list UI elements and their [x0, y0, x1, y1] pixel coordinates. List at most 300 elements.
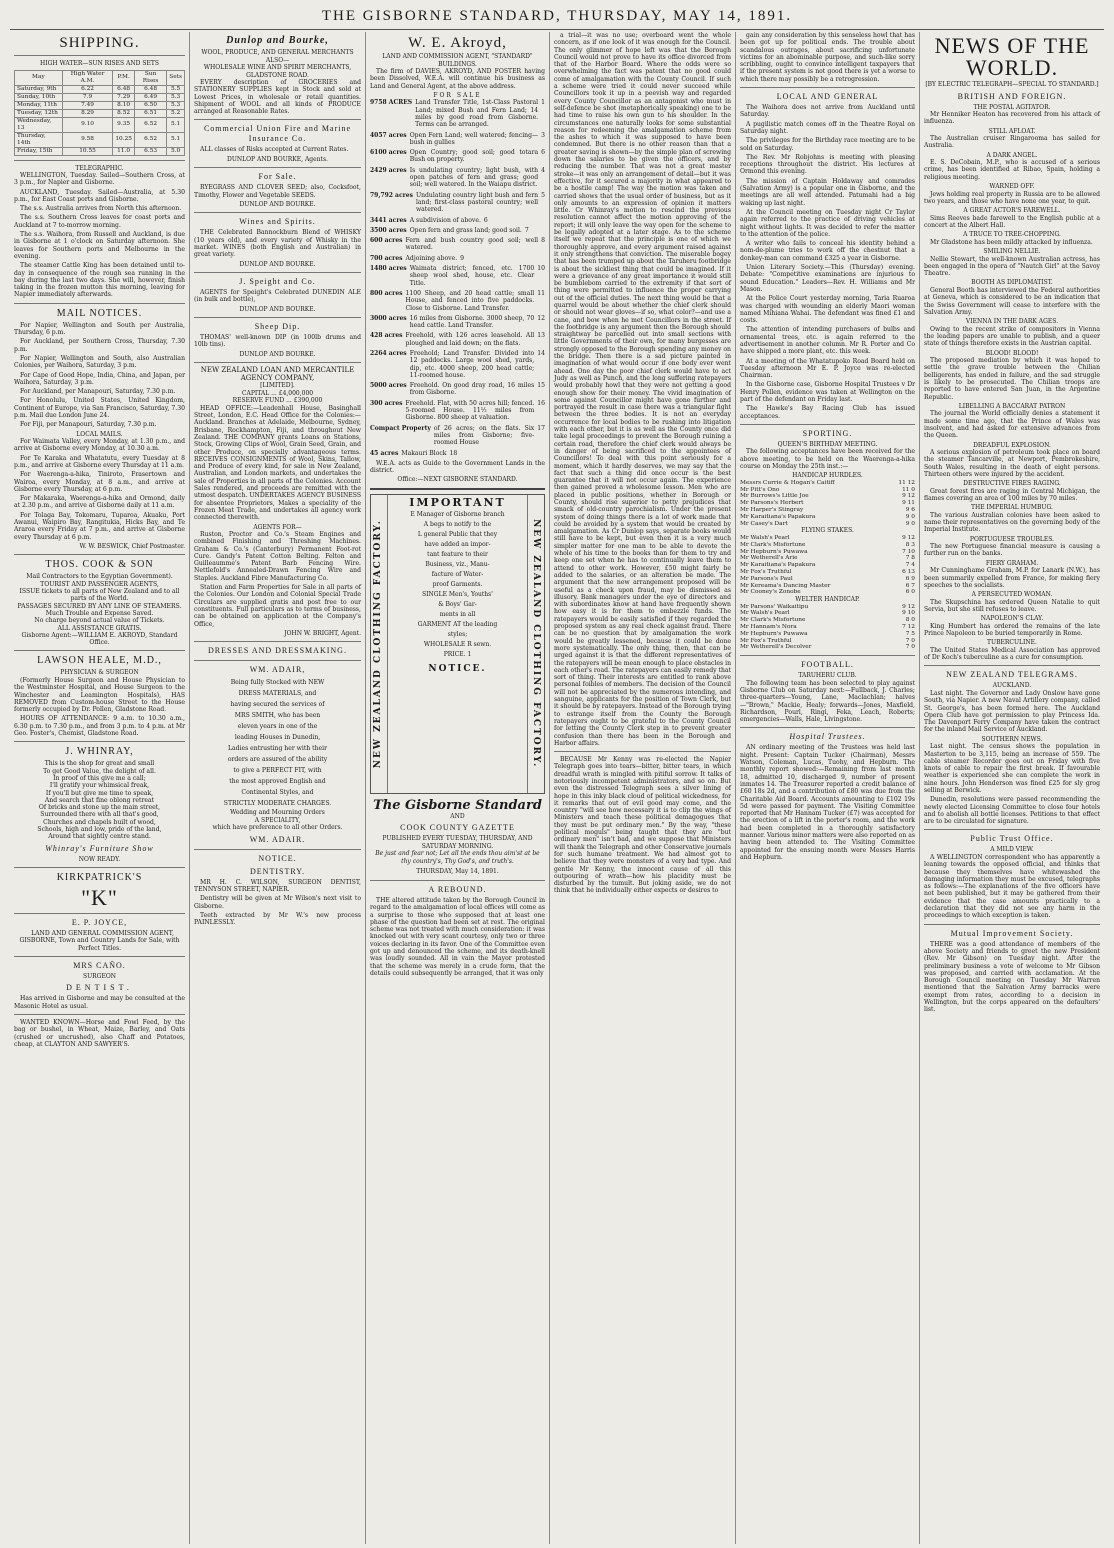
- tide-row: [15, 109, 185, 117]
- important-line: styles;: [447, 630, 468, 638]
- news-body: The various Australian colonies have been asked to name their representatives on the governing body of the Imperial Institute.: [924, 511, 1100, 534]
- adair-line: to give a PERFECT FIT, with: [233, 767, 322, 775]
- important-side-left: NEW ZEALAND CLOTHING FACTORY.: [373, 519, 384, 769]
- wea-note: W.E.A. acts as Guide to the Government Lands in the district.: [370, 459, 545, 475]
- public-trust-body: A WELLINGTON correspondent who has apparently a leaning towards the opposed official, and thinks that because they themselves have whitewashed the damaging information they must be excused, telegraphs as follows:—The explanations of the five officers have not been published, but it may be gathered from their evidence that the case amounts practically to a declaration that they did not see any harm in the proceedings to which exception is taken.: [924, 853, 1100, 920]
- sale-number: 18: [449, 449, 458, 457]
- tide-cell: 8.52: [113, 109, 135, 117]
- british-title: BRITISH AND FOREIGN.: [957, 91, 1067, 101]
- tide-cell: 5.1: [167, 117, 185, 132]
- sale-number: 6: [541, 149, 545, 157]
- local-mail-item: For Waimata Valley, every Monday, at 1.30 p.m., and arrive at Gisborne every Monday, at 10.30 a.m.: [14, 438, 185, 453]
- cook-line: PASSAGES SECURED BY ANY LINE OF STEAMERS.: [17, 602, 182, 610]
- important-ad: [370, 494, 545, 794]
- race-entry: [740, 500, 915, 507]
- column-6: [920, 32, 1104, 1544]
- news-body: Sims Reeves bade farewell to the English public at a concert at the Albert Hall.: [924, 214, 1100, 229]
- office-line: Office:—NEXT GISBORNE STANDARD.: [397, 476, 518, 484]
- sale-text: Open Fern Land; well watered; fencing—bush in gullies: [409, 131, 539, 146]
- race-weight: 7 0: [905, 637, 915, 644]
- wines-body: THE Celebrated Bannockburn Blend of WHISKY (10 years old), and every variety of Whisky in the market. WINES (both English and Australian) in great variety.: [194, 229, 361, 259]
- tide-row: [15, 117, 185, 132]
- tide-row: [15, 85, 185, 93]
- local-general-item: At the Police Court yesterday morning, Taria Ruaroa was charged with wounding an elderly Maori woman named Mihiana Wahai. The defendant was fined £1 and costs.: [740, 295, 915, 325]
- sale-item: [370, 255, 545, 262]
- news-body: The Australian cruiser Ringarooma has sailed for Australia.: [924, 135, 1100, 150]
- dentistry-title: DENTISTRY.: [250, 866, 305, 876]
- tide-cell: 9.10: [62, 117, 113, 132]
- nzloan-body: HEAD OFFICE:—Leadenhall House, Basinghall Street, London, E.C. Head Office for the Colonies:—Auckland. Branches at Adelaide, Melbourne, Sydney, Brisbane, Rockhampton, Fiji, and throughout New Zealand. THE COMPANY grants Loans on Stations, Stock, Growing Clips of Wool, Grain Seed, Grain, and other Produce, on specially advantageous terms. RECEIVES CONSIGNMENTS of Wool, Skins, Tallow, and Produce of every kind, for sale in New Zealand, Australian, and London markets, and undertakes the sale of Properties in all parts of the Colonies. Account Sales rendered, and proceeds are remitted with the utmost despatch. UNDERTAKES AGENCY BUSINESS for absentee Proprietors, Makes a speciality of the Frozen Meat Trade, and undertakes all agency work connected therewith.: [194, 404, 361, 522]
- tide-row: [15, 147, 185, 155]
- tide-cell: Thursday, 14th: [15, 132, 63, 147]
- race-weight: 9 0: [905, 520, 915, 527]
- flying-title: FLYING STAKES.: [801, 527, 854, 535]
- news-heading: PORTUGUESE TROUBLES.: [969, 535, 1055, 543]
- tide-cell: Sunday, 10th: [15, 93, 63, 101]
- sale-text: Freehold, with 126 acres leasehold. All ploughed and laid down; on the flats.: [405, 332, 535, 347]
- flying-list: [740, 535, 915, 596]
- dunlop-signature: DUNLOP AND BOURKE.: [239, 260, 316, 268]
- local-general-item: The privileges for the Birthday race meeting are to be sold on Saturday.: [740, 137, 915, 152]
- whinray-line: This is the shop for great and small: [44, 760, 155, 768]
- sale-number: 17: [537, 424, 545, 432]
- dunlop-title: Dunlop and Bourke,: [226, 35, 329, 46]
- race-entry: [740, 569, 915, 576]
- news-heading: STILL AFLOAT.: [988, 127, 1036, 135]
- paper-sub: COOK COUNTY GAZETTE: [400, 823, 515, 833]
- sale-text: Waimata district; fenced, etc. 1700 sheep wool shed, house, etc. Clear Title.: [409, 265, 535, 287]
- dunedin-body: Dunedin, resolutions were passed recommending the newly elected Licensing Committee to close four hotels and to abolish all bottle licenses. Petitions to that effect are to be circulated for signature.: [924, 796, 1100, 826]
- race-horse: Mr Clark's Misfortune: [740, 541, 806, 548]
- local-mail-item: For Makaraka, Waerenga-a-hika and Ormond, daily at 2.30 p.m., and arrive at Gisborne daily at 11 a.m.: [14, 495, 185, 510]
- wilson-body: MR H. C. WILSON, SURGEON DENTIST, TENNYSON STREET, NAPIER.: [194, 878, 361, 894]
- dunlop-address: GLADSTONE ROAD.: [246, 71, 309, 79]
- tide-cell: Tuesday, 12th: [15, 109, 63, 117]
- sale-text: Open fern and grass land; good soil.: [409, 226, 522, 234]
- race-entry: [740, 480, 915, 487]
- race-horse: Mr Casey's Dart: [740, 520, 788, 527]
- whinray-line: I'll gratify your whimsical freak,: [49, 782, 150, 790]
- local-mails-title: LOCAL MAILS.: [76, 430, 123, 438]
- tide-cell: 6.22: [62, 85, 113, 93]
- race-weight: 7 5: [905, 630, 915, 637]
- news-items: [924, 104, 1100, 662]
- paper-title: The Gisborne Standard: [373, 797, 542, 813]
- agents-title: AGENTS FOR—: [253, 523, 302, 531]
- race-weight: 8 0: [905, 617, 915, 624]
- local-general-list: [740, 104, 915, 420]
- race-entry: [740, 644, 915, 651]
- important-line: PRICE. 1: [443, 650, 472, 658]
- race-horse: Mr Parsons's Herbert: [740, 500, 804, 507]
- whinray-line: In proof of this give me a call;: [53, 774, 146, 782]
- news-body: The proposed mediation by which it was hoped to settle the grave trouble between the Chilian belligerents, has ended in failure, and the sad struggle is likely to be prosecuted. The Chilian troops are reported to have entered San Juan, in the Argentine Republic.: [924, 357, 1100, 401]
- shipping-title: SHIPPING.: [59, 35, 140, 51]
- tide-table: [14, 70, 185, 156]
- tide-cell: 11.0: [113, 147, 135, 155]
- race-entry: [740, 589, 915, 596]
- tide-cell: 6.49: [134, 93, 166, 101]
- news-heading: A PERSECUTED WOMAN.: [971, 591, 1053, 599]
- adair-line: Continental Styles, and: [241, 789, 314, 797]
- tide-cell: 10.55: [62, 147, 113, 155]
- tide-header: Sets: [167, 70, 185, 85]
- sale-text: Is undulating country; light bush, with open patches of fern and grass; good soil; well watered. In the Waiapu district.: [409, 166, 539, 189]
- sale-number: 10: [537, 265, 545, 273]
- wines-title: Wines and Spirits.: [239, 217, 316, 227]
- wanted-ad: WANTED KNOWN—Horse and Fowl Feed, by the bag or bushel, in Wheat, Maize, Barley, and Oats (crushed or uncrushed), also Chaff and Potatoes, cheap, at CLAYTON AND SAWYER'S.: [14, 1019, 185, 1048]
- sale-text: 1100 Sheep, and 20 head cattle; small House, and fenced into five paddocks. Close to Gisborne. Land Transfer.: [405, 289, 535, 312]
- tide-cell: 5.3: [167, 101, 185, 109]
- cook-line: Much Trouble and Expense Saved.: [45, 609, 154, 617]
- race-entry: [740, 521, 915, 528]
- sale-text: Freehold. On good dray road, 16 miles from Gisborne.: [409, 382, 535, 397]
- rebound-title: A REBOUND.: [428, 884, 487, 894]
- race-horse: Mr Clark's Misfortune: [740, 617, 806, 624]
- local-mails-list: [14, 438, 185, 541]
- cook-line: ISSUE tickets to all parts of New Zealand and to all parts of the World.: [19, 588, 180, 603]
- speight-title: J. Speight and Co.: [239, 277, 316, 287]
- sale-item: [370, 167, 545, 189]
- sale-acres: 45 acres: [370, 449, 399, 457]
- welter-title: WELTER HANDICAP.: [795, 596, 860, 604]
- tide-row: [15, 93, 185, 101]
- heale-title: LAWSON HEALE, M.D.,: [37, 655, 162, 667]
- sheep-body: THOMAS' well-known DIP (in 100lb drums and 10lb tins).: [194, 334, 361, 349]
- race-entry: [740, 631, 915, 638]
- tide-rows: [15, 85, 185, 155]
- sale-number: 9: [460, 254, 465, 262]
- columns: [10, 32, 1104, 1544]
- tide-title: HIGH WATER—SUN RISES AND SETS: [40, 60, 159, 67]
- sale-text: Open Country; good soil; good totara Bush on property.: [409, 149, 539, 164]
- local-mail-item: For Te Karaka and Whatatutu, every Tuesday at 8 p.m., and arrive at Gisborne every Thursday at 11 a.m.: [14, 454, 185, 469]
- sale-acres: 2429 acres: [370, 166, 407, 174]
- adair-line: having secured the services of: [230, 701, 325, 709]
- sale-acres: 79,792 acres: [370, 191, 413, 199]
- tide-cell: 6.51: [134, 109, 166, 117]
- news-heading: WARNED OFF.: [989, 183, 1035, 191]
- race-weight: 11 0: [902, 486, 915, 493]
- tide-cell: 8.10: [113, 101, 135, 109]
- news-heading: DREADFUL EXPLOSION.: [973, 441, 1051, 449]
- sale-acres: 3441 acres: [370, 216, 407, 224]
- wilson-visit: Dentistry will be given at Mr Wilson's next visit to Gisborne.: [194, 895, 361, 910]
- tide-cell: 7.9: [62, 93, 113, 101]
- cano-dentist: DENTIST.: [66, 983, 133, 993]
- race-horse: Mr Parsons' Waikaitipu: [740, 603, 809, 610]
- news-body: Mr Henniker Heaton has recovered from his attack of influenza.: [924, 111, 1100, 126]
- race-horse: Mr Hepburn's Puwawa: [740, 630, 808, 637]
- news-body: Great forest fires are raging in Central Michigan, the flames covering an area of 100 miles by 70 miles.: [924, 487, 1100, 502]
- race-weight: 6 7: [905, 582, 915, 589]
- news-heading: DESTRUCTIVE FIRES RAGING.: [963, 480, 1061, 488]
- heale-hours: HOURS OF ATTENDANCE: 9 a.m. to 10.30 a.m., 6.30 p.m. to 7.30 p.m., and from 3 p.m. to 4 p.m. at Mr Geo. Foster's, Chemist, Gladstone Road.: [14, 715, 185, 738]
- news-body: Owing to the recent strike of compositors in Vienna the leading papers are unable to publish, and a queer state of things therefore exists in the Austrian capital.: [924, 325, 1100, 348]
- sale-acres: Compact Property: [370, 424, 431, 432]
- sale-item: [370, 227, 545, 234]
- handicap-title: HANDICAP HURDLES.: [792, 472, 863, 480]
- joyce-title: E. P. JOYCE,: [71, 918, 128, 928]
- tide-cell: Friday, 15th: [15, 147, 63, 155]
- race-weight: 7 10: [902, 548, 915, 555]
- race-weight: 9 10: [902, 610, 915, 617]
- tide-cell: 5.5: [167, 85, 185, 93]
- sale-item: [370, 265, 545, 287]
- hurdles-list: [740, 480, 915, 528]
- news-body: Jews holding real property in Russia are to be allowed two years, and those who have none one year, to quit.: [924, 190, 1100, 205]
- sale-item: [370, 315, 545, 330]
- adair-line: MRS SMITH, who has been: [234, 712, 321, 720]
- heale-subtitle: PHYSICIAN & SURGEON: [60, 669, 139, 677]
- sale-text: Undulating country light bush and fern land; first-class pastoral country; well watered.: [415, 191, 539, 214]
- cook-line: No charge beyond actual value of Tickets.: [34, 617, 165, 625]
- local-general-item: A pugilistic match comes off in the Theatre Royal on Saturday night.: [740, 120, 915, 135]
- forsale-title: FOR SALE: [433, 91, 482, 99]
- race-weight: 9 6: [905, 507, 915, 514]
- nzloan-capital: CAPITAL ... £4,000,000: [241, 389, 314, 397]
- news-heading: NAPOLEON'S CLAY.: [980, 615, 1044, 623]
- news-heading: THE POSTAL AGITATOR.: [973, 103, 1051, 111]
- sale-number: 13: [537, 332, 545, 340]
- news-heading: BLOOD! BLOOD!: [985, 349, 1039, 357]
- tide-cell: Wednesday, 13: [15, 117, 63, 132]
- column-1: [10, 32, 190, 1544]
- important-title: IMPORTANT: [409, 495, 506, 509]
- sale-acres: 600 acres: [370, 237, 403, 245]
- forsale-title: For Sale.: [258, 172, 297, 182]
- race-horse: Mr Harper's Stingray: [740, 507, 804, 514]
- sale-item: [370, 450, 545, 457]
- dresses-title: DRESSES AND DRESSMAKING.: [208, 646, 347, 656]
- news-heading: BOOTH AS DIPLOMATIST.: [971, 279, 1053, 287]
- race-horse: Messrs Currie & Hogan's Caitiff: [740, 479, 835, 486]
- sale-item: [370, 237, 545, 252]
- sale-number: 4: [541, 166, 545, 174]
- local-general-title: LOCAL AND GENERAL: [776, 92, 879, 102]
- notice-title: NOTICE.: [258, 853, 297, 863]
- whinray-verse: [14, 760, 185, 840]
- telegraphic-item: The steamer Cattle King has been detained until to-day in consequence of the rough sea running in the bay during the last two days. She will, however, finish taking in the frozen mutton this morning, leaving for Napier immediately afterwards.: [14, 262, 185, 299]
- taruheru-body: The following team has been selected to play against Gisborne Club on Saturday next:—Fullback, J. Charles; three-quarters—Young, Lane, Maclachlan; halves—"Brown," Mackie, Healy; forwards—Jones, Maxfield, Richardson, Pourl, Ringi, Feka, Leach, Roberts; emergencies—Walls, Hale, Livingstone.: [740, 679, 915, 724]
- news-title: NEWS OF THE WORLD.: [934, 33, 1090, 80]
- southern-title: SOUTHERN NEWS.: [981, 735, 1043, 743]
- mail-item: For Honolulu, United States, United Kingdom, Continent of Europe, via San Francisco, Saturday, 7.30 p.m. Mail due London June 24.: [14, 397, 185, 420]
- public-trust-sub: A MILD VIEW.: [990, 846, 1034, 854]
- race-weight: 6 13: [902, 568, 915, 575]
- news-body: Mr Cunninghame Graham, M.P. for Lanark (N.W.), has been summarily expelled from France, for making fiery speeches to the socialists.: [924, 567, 1100, 589]
- dunlop-also: ALSO—: [265, 56, 290, 64]
- news-body: Mr Gladstone has been mildly attacked by influenza.: [930, 238, 1093, 246]
- wedding-line: Wedding and Mourning Orders: [230, 809, 325, 817]
- race-horse: Mr Fox's Truthful: [740, 637, 792, 644]
- commercial-title: Commercial Union Fire and Marine Insurance Co.: [203, 124, 352, 144]
- mail-list: [14, 322, 185, 429]
- race-entry: [740, 487, 915, 494]
- local-general-item: The attention of intending purchasers of bulbs and ornamental trees, etc. is again referred to the advertisement in another column. Mr R. Porter and Co have shipped a more plant, etc. this week.: [740, 326, 915, 356]
- local-general-item: The mission of Captain Holdaway and comrades (Salvation Army) is a popular one in Gisborne, and the meetings are all well attended. Patumahi had a big waking up last night.: [740, 177, 915, 207]
- news-body: The new Portuguese financial measure is causing a further run on the banks.: [924, 543, 1100, 558]
- column-2: [190, 32, 366, 1544]
- sale-text: A subdivision of above.: [409, 216, 481, 224]
- important-line: ments in all: [439, 610, 476, 618]
- tide-header: Sun Rises: [134, 70, 166, 85]
- news-heading: A TRUCE TO TREE-CHOPPING.: [963, 231, 1061, 239]
- dunlop-body: EVERY description of GROCERIES and STATIONERY SUPPLIES kept in Stock and sold at Lowest Prices, in wholesale or retail quantities. Shipment of WOOL and all kinds of PRODUCE arranged at Reasonable Rates.: [194, 79, 361, 116]
- tide-header: High Water A.M.: [62, 70, 113, 85]
- news-heading: LIBELLING A BACCARAT PATRON: [958, 402, 1066, 410]
- race-entry: [740, 549, 915, 556]
- race-horse: Mr Cooney's Zonobe: [740, 589, 801, 596]
- race-weight: 7 0: [905, 644, 915, 651]
- local-general-item: The Waihora does not arrive from Auckland until Saturday.: [740, 104, 915, 119]
- sale-text: Freehold; Land Transfer. Divided into 12 paddocks. Large wool shed, yards, dip, etc. 4000 sheep, 200 head cattle; 11-roomed house.: [409, 350, 535, 379]
- paper-motto: Be just and fear not; Let all the ends thou aim'st at be thy country's, Thy God's, and truth's.: [375, 850, 540, 865]
- whinray-line: Around that sightly centre stand.: [48, 833, 151, 841]
- sale-item: [370, 425, 545, 447]
- race-horse: Mr Wetherell's Arie: [740, 555, 798, 562]
- sale-acres: 3000 acres: [370, 314, 407, 322]
- important-line: A begs to notify to the: [423, 520, 492, 528]
- cook-ad: [14, 573, 185, 646]
- race-horse: Mr Hannam's Nora: [740, 623, 797, 630]
- race-entry: [740, 555, 915, 562]
- station-body: Station and Farm Properties for Sale in all parts of the Colonies. Our London and Colonial Special Trade Circulars are supplied gratis and post free to our constituents. Full particulars as to terms of business, can be obtained on application at the Company's Office,: [194, 584, 361, 628]
- southern-body: Last night. The census shows the population in Masterton to be 3,115, being an increase of 559. The cable steamer Recorder goes out on Friday with five knots of cable to repair the first break. If favourable weather is experienced she can complete the work in nine hours. John Henderson was fined £25 for sly grog selling at Berwick.: [924, 743, 1100, 794]
- race-weight: 9 12: [902, 534, 915, 541]
- tide-cell: 6.50: [134, 101, 166, 109]
- commercial-body: ALL classes of Risks accepted at Current Rates.: [200, 146, 349, 154]
- preference-line: which have preference to all other Orders.: [212, 824, 343, 832]
- race-entry: [740, 562, 915, 569]
- race-entry: [740, 514, 915, 521]
- painless-line: Teeth extracted by Mr W.'s new process PAINLESSLY.: [194, 912, 361, 927]
- auckland-title: AUCKLAND.: [992, 682, 1032, 690]
- sale-acres: 1480 acres: [370, 265, 407, 273]
- sale-acres: 2264 acres: [370, 350, 407, 357]
- sale-number: 7: [524, 226, 529, 234]
- local-general-item: In the Gisborne case, Gisborne Hospital Trustees v Dr Henry Pollen, evidence was taken at Wellington on the part of the defendant on Friday last.: [740, 381, 915, 404]
- kirkpatrick-k: "K": [81, 885, 118, 911]
- sale-item: [370, 149, 545, 164]
- telegraphic-item: The s.s. Waihora, from Russell and Auckland, is due in Gisborne at 1 o'clock on Saturday afternoon. She leaves for Southern ports and Melbourne in the evening.: [14, 231, 185, 260]
- sale-number: 8: [541, 237, 545, 245]
- tide-cell: 10.25: [113, 132, 135, 147]
- kenny-body: BECAUSE Mr Kenny was re-elected the Napier Telegraph goes into tears—bitter, bitter tears, in which dreadful wrath is mingled with pitiful sorrow. It talks of notoriously incompetent administrators, and so on. But even the distressed Telegraph sees a silver lining of hope in this inky black cloud of political wickedness, for it remarks that out of evil good may come, and the country "will see how necessary it is to clip the wings of Ministers and teach these political demagogues that they must be put ordinary men." By the way, "these political moguls" being taught that they are "but ordinary men" isn't bad, and we suppose that Ministers will thank the Telegraph and other Conservative journals for such humane treatment. We had almost got to believe that they were monsters of a very bad type. And gentle Mr Kenny, the innocent cause of all this outpouring of wrath—how his placidity must be disturbed by the tumult. But joking aside, we do not think that he individually either expects or desires to: [554, 756, 731, 895]
- sale-item: [370, 99, 545, 128]
- race-weight: 7 8: [905, 555, 915, 562]
- sale-acres: 428 acres: [370, 332, 403, 340]
- whinray-line: Churches and chapels built of wood,: [43, 818, 156, 826]
- race-weight: 9 12: [902, 603, 915, 610]
- postmaster-signature: W. W. BESWICK, Chief Postmaster.: [79, 542, 185, 550]
- telegraphic-list: [14, 172, 185, 299]
- race-horse: Mr Burrows's Little Joe: [740, 493, 809, 500]
- whinray-line: And search that fine oblong retreat: [44, 796, 155, 804]
- race-horse: Mr Hepburn's Puwawa: [740, 548, 808, 555]
- news-body: The United States Medical Association has approved of Dr Koch's tuberculine as a cure for consumption.: [924, 646, 1100, 662]
- sale-number: 15: [537, 382, 545, 390]
- nzloan-title: NEW ZEALAND LOAN AND MERCANTILE AGENCY COMPANY,: [200, 366, 355, 382]
- adair-line: leading Houses in Dunedin,: [234, 734, 321, 742]
- adair-line: STRICTLY MODERATE CHARGES.: [223, 800, 332, 808]
- race-horse: Mr Kereama's Dancing Master: [740, 582, 831, 589]
- cook-line: ALL ASSISTANCE GRATIS.: [57, 624, 142, 632]
- sale-text: Freehold. Flat, with 50 acres hill; fenced. 5-roomed House. 11½ miles from Gisborne. 800 sheep at valuation.: [405, 399, 535, 422]
- race-weight: 9 0: [905, 513, 915, 520]
- important-line: E Manager of Gisborne branch: [410, 510, 505, 518]
- important-line: L general Public that they: [417, 530, 498, 538]
- race-entry: [740, 638, 915, 645]
- sale-acres: 4057 acres: [370, 131, 407, 139]
- sale-text: Land Transfer Title, 1st-Class Pastoral Land; mixed Bush and Fern Land; 14 miles by good road from Gisborne. Terms can be arranged.: [415, 99, 539, 129]
- agents-body: Ruston, Proctor and Co.'s Steam Engines and combined Finishing and Threshing Machines. Graham & Co.'s (Canterbury) Permanent Foot-rot Cure. Gandy's Patent Cotton Belting. Felton and Guilleaumme's Patent Barb Fencing Wire. Nettlefold's Annealed-Drawn Fencing Wire and Staples. Auckland Fibre Manufacturing Co.: [194, 531, 361, 582]
- local-general-item: The Hawke's Bay Racing Club has issued acceptances.: [740, 405, 915, 420]
- column-5: [736, 32, 920, 1544]
- dunlop-signature: DUNLOP AND BOURKE.: [239, 200, 316, 208]
- tide-cell: 7.29: [113, 93, 135, 101]
- bright-signature: JOHN W. BRIGHT, Agent.: [284, 629, 361, 637]
- local-general-item: At a meeting of the Whatatupoko Road Board held on Tuesday afternoon Mr E. P. Joyce was re-elected Chairman.: [740, 357, 915, 380]
- sale-text: of 26 acres; on the flats. Six miles from Gisborne; five-roomed House: [433, 424, 535, 447]
- tide-cell: 8.29: [62, 109, 113, 117]
- birthday-body: The following acceptances have been received for the above meeting, to be held on the Waerenga-a-hika course on Monday the 25th inst.:—: [740, 448, 915, 471]
- sale-number: 5: [541, 191, 545, 199]
- sale-acres: 700 acres: [370, 254, 403, 262]
- tide-row: [15, 132, 185, 147]
- important-line: tant feature to their: [427, 550, 488, 558]
- public-trust-title: Public Trust Office.: [970, 834, 1054, 844]
- speciality-line: A SPECIALITY,: [254, 816, 301, 824]
- sale-acres: 300 acres: [370, 399, 403, 407]
- nzloan-limited: [LIMITED].: [260, 382, 295, 390]
- heale-body: (Formerly House Surgeon and House Physician to the Westminster Hospital, and House Surgeon to the Winchester and Leamington Hospitals), HAS REMOVED from Custom-house Street to the House formerly occupied by Dr. Pollen, Gladstone Road.: [14, 676, 185, 714]
- tide-cell: 5.0: [167, 147, 185, 155]
- tide-cell: 5.2: [167, 109, 185, 117]
- sale-text: 16 miles from Gisborne. 3000 sheep, 70 head cattle. Land Transfer.: [409, 314, 535, 330]
- speight-body: AGENTS for Speight's Celebrated DUNEDIN ALE (in bulk and bottle),: [194, 289, 361, 304]
- paper-and: AND: [450, 812, 465, 820]
- sale-number: 11: [537, 289, 545, 297]
- local-mail-item: For Waerenga-a-hika, Tiniroto, Frasertown and Wairoa, every Monday, at 8 a.m., and arrive at Gisborne every Thursday, at 6 p.m.: [14, 471, 185, 493]
- akroyd-sub: LAND AND COMMISSION AGENT, "STANDARD" BUILDINGS.: [382, 53, 533, 68]
- lead-body: a trial—it was no use; overboard went the whole concern, as if one look of it was enough for the Council. The only glimmer of hope left was that the Borough Council would not prove to have its office divorced from that of the Harbor Board. Where the odds were so overwhelming the fact was patent that no good could come of amalgamation with the County Council. If such a scheme were tried it could never succeed while Councillors took it up in a peevish way and regarded every County Councillor as an antagonist who must in self-defence be shot (metaphorically speaking) one to be had time to raise his own gun to his shoulder. In the circumstances one naturally looks for some substantial reason for redeeming the amalgamation scheme from the ashes to which it was supposed to have been condemned. But there is no other reason than that a greater saving is shown—by the simple plan of screwing down the salaries to be given the officers, and by reducing the number. That was not a great master stroke—it was only an arrangement of detail—but it was effective, for it secured a majority in what appeared to be a hostile camp! The way the motion was taken and carried shows that the usual order of business, but as it only amounts to an expression of opinion it matters little. Cr Whinray's motion to rescind the previous resolution cannot affect the motion approving of the report; it will only leave the way open for the scheme to be legally adopted at a later stage. As to the scheme itself we repeat that the principle is one of which we thoroughly approve, and every argument raised against it only strengthens that conviction. The miserable bogey that has been trumped up about the Taruheru footbridge is about the sickliest thing that could be imagined. If it were a grievance of any great importance it would still be bumblebom carried to the extremity if that sort of thing were permitted to influence the proper carrying out of the official duties. The next thing would be that a quarrel would be about whether the chief clerk should or should not wear gloves—if so, what color?—and use a cane, and bow when he met Councillors in the street. If the footbridge is any argument then the Borough should straightway be parcelled out into small sections with little Governments of their own, for many burgesses are strongly opposed to the Borough spending any money on the bridge. Then there is a sad picture painted in imagination of what would occur if one body ever went ahead. One day the poor chief clerk would have to act Judy as well as Punch, and the long suffering ratepayers would probably howl that they were not getting a good enough show for their money. The vivid imagination of some against Councillor might have gone further and portrayed the result in case there was a triangular fight between the three bodies. It is not an everyday occurrence for local bodies to be rushing into litigation with each other, but it is as well as the County once did take legal proceedings to prevent the Borough ruining a certain road, therefore the chief clerk would always be in danger of being sacrificed to the appointees of Councillors! To deal with this point seriously for a moment, which it hardly deserves, we may say that the fact that such a thing did once occur is the best guarantee that it will not occur again. The experience then gained proved a wholesome lesson. Men who are placed in public positions, whether in Borough or County, should rise superior to petty prejudices that smack of old-country parochialism. Under the present system of doing things there is a lot of work made that could be avoided by a system that would be created by amalgamation. As Cr Dunlop says, separate books would still have to be kept, but even then it is a very much simpler matter for one man to be able to devote the whole of his time to the books than for them to try and keep one set when he has to continually leave them to attend to other work. However, £50 might fairly be added to the salaries, or an alteration be made. The argument that the new arrangement proposed will be useful as a check upon fraud, may be dismissed as illusory. Bank managers under the eye of directors and with subordinates know at hand have frequently shown how easy it is for them to embezzle funds. The ratepayers would be easily satisfied if they regarded the proposed system as any real check against fraud. There can be no question that by amalgamation the work would be greatly lessened, because it could be done more systematically. The only thing, then, that can be urged against it is that the different representatives of the ratepayers will be mean enough to place obstacles in each other's road. The ratepayers can easily remedy that sort of thing. Their interests are entitled to rank above personal foibles of members. The decision of the Council will not be appreciated by the numerous intending, and sanguine, applicants for the position of Town Clerk, but it should be by ratepayers. Instead of the Borough trying to estrange itself from the County the Borough ratepayers ought to be grateful to the County Council for letting the County Clerk step in to prevent greater confusion than there has been in the Borough and Harbor affairs.: [554, 32, 731, 747]
- sale-acres: 3500 acres: [370, 226, 407, 234]
- race-weight: 9 11: [902, 500, 915, 507]
- tide-header-row: [15, 70, 185, 85]
- telegraphic-item: The s.s. Australia arrives from North this afternoon.: [20, 205, 182, 213]
- important-line: facture of Water-: [431, 570, 484, 578]
- dunlop-signature: DUNLOP AND BOURKE, Agents.: [227, 155, 328, 163]
- tide-cell: Saturday, 9th: [15, 85, 63, 93]
- cano-title: MRS CAÑO.: [73, 960, 126, 970]
- tide-cell: Monday, 11th: [15, 101, 63, 109]
- cook-line: Mail Contractors to the Egyptian Government).: [26, 573, 173, 581]
- sheep-title: Sheep Dip.: [254, 322, 301, 332]
- news-heading: TUBERCULINE.: [987, 639, 1037, 647]
- tide-header: May: [15, 70, 63, 85]
- whinray-line: If you'll but give me time to speak,: [45, 789, 154, 797]
- important-line: proof Garments.: [432, 580, 483, 588]
- cano-body: Has arrived in Gisborne and may be consulted at the Masonic Hotel as usual.: [14, 995, 185, 1010]
- mail-item: For Napier, Wellington and South, also Australian Colonies, per Waihora, Saturday, 3 p.m.: [14, 354, 185, 370]
- birthday-title: QUEEN'S BIRTHDAY MEETING.: [777, 440, 878, 448]
- adair-lines: [194, 677, 361, 809]
- sale-acres: 5000 acres: [370, 382, 407, 390]
- dunlop-sub: WOOL, PRODUCE, AND GENERAL MERCHANTS: [201, 49, 354, 56]
- tide-cell: 6.48: [113, 85, 135, 93]
- tide-cell: 5.1: [167, 132, 185, 147]
